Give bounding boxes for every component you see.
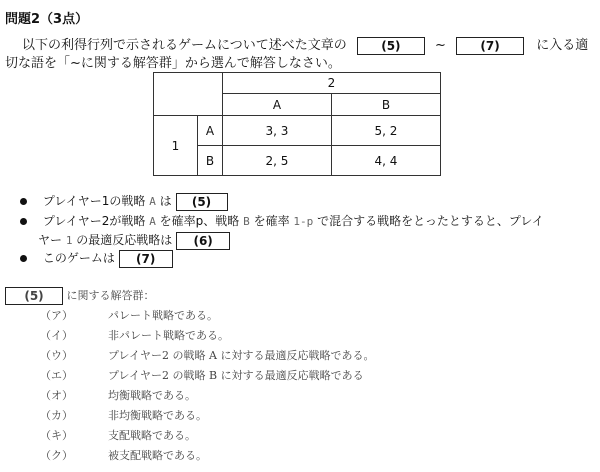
matrix-cell-aa: 3, 3 bbox=[223, 116, 332, 146]
bullet-1-text: プレイヤー1の戦略 bbox=[42, 194, 146, 208]
answer-item-text: 均衡戦略である。 bbox=[108, 389, 196, 402]
bullet-2-player: 1 bbox=[65, 234, 73, 247]
bullet-dot-icon bbox=[20, 218, 27, 225]
bullet-2-text-e: ヤー bbox=[38, 233, 63, 247]
bullet-2-cont bbox=[38, 231, 230, 250]
blank-6-inline: (6) bbox=[176, 232, 230, 250]
blank-7-box: (7) bbox=[456, 37, 524, 55]
answer-item-label: （キ） bbox=[40, 429, 73, 442]
answer-item bbox=[40, 387, 196, 403]
intro-tilde: ~ bbox=[435, 38, 446, 53]
answer-item-label: （ア） bbox=[40, 309, 73, 322]
matrix-cell-ba: 2, 5 bbox=[223, 146, 332, 176]
problem-title: 問題2（3点） bbox=[5, 12, 89, 27]
bullet-2-text-a: プレイヤー2が戦略 bbox=[42, 214, 146, 228]
bullet-dot-icon bbox=[20, 198, 27, 205]
matrix-cell-bb: 4, 4 bbox=[332, 146, 441, 176]
bullet-2 bbox=[20, 212, 544, 229]
bullet-2-text-f: の最適反応戦略は bbox=[76, 233, 173, 247]
answer-item-text: 非均衡戦略である。 bbox=[108, 409, 207, 422]
intro-line-2: 切な語を「~に関する解答群」から選んで解答しなさい。 bbox=[5, 56, 341, 71]
blank-5-heading: (5) bbox=[5, 287, 63, 305]
matrix-corner bbox=[154, 73, 223, 116]
bullet-2-text-b: を確率p、戦略 bbox=[159, 214, 240, 228]
bullet-3-text: このゲームは bbox=[42, 251, 115, 265]
answer-item-text: 被支配戦略である。 bbox=[108, 449, 207, 462]
bullet-1 bbox=[20, 192, 228, 211]
answer-group-heading bbox=[5, 287, 155, 305]
matrix-player-col: 2 bbox=[223, 73, 441, 94]
matrix-row-label-a: A bbox=[198, 116, 223, 146]
answer-item-text: パレート戦略である。 bbox=[108, 309, 218, 322]
bullet-2-text-c: を確率 bbox=[253, 214, 290, 228]
answer-item bbox=[40, 407, 207, 423]
matrix-cell-ab: 5, 2 bbox=[332, 116, 441, 146]
answer-item-label: （イ） bbox=[40, 329, 73, 342]
answer-item-text: プレイヤー2 の戦略 B に対する最適反応戦略である bbox=[108, 369, 364, 382]
answer-item-label: （オ） bbox=[40, 389, 73, 402]
bullet-3 bbox=[20, 249, 173, 268]
blank-5-inline: (5) bbox=[176, 193, 228, 211]
matrix-player-row: 1 bbox=[154, 116, 198, 176]
matrix-col-label-a: A bbox=[223, 94, 332, 116]
matrix-col-label-b: B bbox=[332, 94, 441, 116]
blank-5-box: (5) bbox=[357, 37, 425, 55]
answer-item-label: （カ） bbox=[40, 409, 73, 422]
answer-item-text: プレイヤー2 の戦略 A に対する最適反応戦略である。 bbox=[108, 349, 375, 362]
bullet-dot-icon bbox=[20, 255, 27, 262]
answer-heading-text: に関する解答群： bbox=[66, 289, 155, 302]
answer-item bbox=[40, 447, 207, 463]
bullet-2-strategy-b: B bbox=[243, 215, 250, 228]
matrix-row-label-b: B bbox=[198, 146, 223, 176]
answer-item bbox=[40, 327, 229, 343]
bullet-1-strategy: A bbox=[149, 195, 156, 208]
intro-text-b: に入る適 bbox=[536, 38, 589, 53]
answer-item bbox=[40, 367, 364, 383]
bullet-2-text-d: で混合する戦略をとったとすると、プレイ bbox=[317, 214, 544, 228]
bullet-1-suffix: は bbox=[159, 194, 172, 208]
answer-item bbox=[40, 307, 218, 323]
answer-item bbox=[40, 347, 374, 363]
answer-item-text: 支配戦略である。 bbox=[108, 429, 196, 442]
blank-7-inline: (7) bbox=[119, 250, 173, 268]
answer-item-label: （エ） bbox=[40, 369, 73, 382]
intro-text-a: 以下の利得行列で示されるゲームについて述べた文章の bbox=[22, 38, 347, 53]
answer-item-label: （ク） bbox=[40, 449, 73, 462]
answer-item-text: 非パレート戦略である。 bbox=[108, 329, 229, 342]
bullet-2-prob: 1-p bbox=[293, 215, 314, 228]
answer-item-label: （ウ） bbox=[40, 349, 73, 362]
bullet-2-strategy-a: A bbox=[149, 215, 156, 228]
payoff-matrix bbox=[153, 72, 441, 176]
answer-item bbox=[40, 427, 196, 443]
